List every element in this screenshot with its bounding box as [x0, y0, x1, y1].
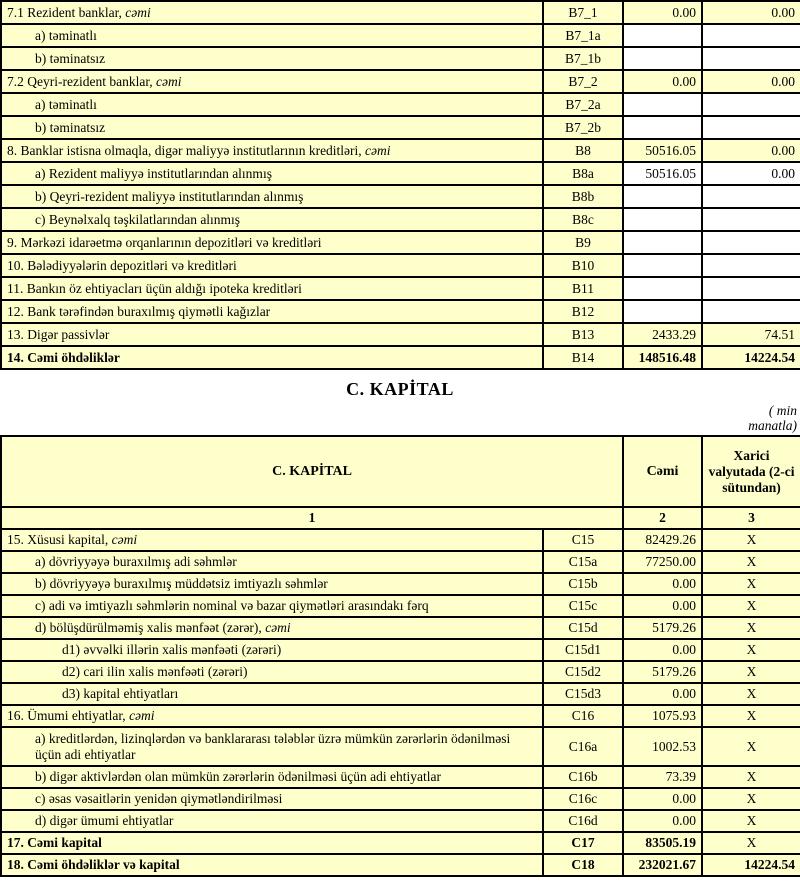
value-total: 232021.67: [623, 854, 702, 876]
row-code: C15: [543, 529, 623, 551]
header-cemi: Cəmi: [623, 436, 702, 507]
value-total: 83505.19: [623, 832, 702, 854]
column-number-3: 3: [702, 507, 800, 529]
value-foreign-currency: [702, 185, 800, 208]
row-label: [1, 661, 543, 683]
value-foreign-currency: 14224.54: [702, 346, 800, 369]
value-total: 0.00: [623, 788, 702, 810]
row-code: C15a: [543, 551, 623, 573]
table-row: [1, 139, 800, 162]
table-row: [1, 185, 800, 208]
row-code: B8c: [543, 208, 623, 231]
row-label-text: c) adi və imtiyazlı səhmlərin nominal və bazar qiymətləri arasındakı fərq: [35, 598, 429, 613]
value-total: [623, 277, 702, 300]
row-label-text: b) digər aktivlərdən olan mümkün zərərlərin ödənilməsi üçün adi ehtiyatlar: [35, 769, 441, 784]
value-total: 0.00: [623, 810, 702, 832]
column-number-1: 1: [1, 507, 623, 529]
row-code: C16: [543, 705, 623, 727]
row-code: B7_1a: [543, 24, 623, 47]
row-label-text: a) kreditlərdən, lizinqlərdən və banklararası tələblər üzrə mümkün zərərlərin ödənilməsi üçün adi ehtiyatlar: [35, 730, 511, 762]
row-code: C15b: [543, 573, 623, 595]
row-code: B10: [543, 254, 623, 277]
value-foreign-currency: [702, 116, 800, 139]
value-foreign-currency: X: [702, 617, 800, 639]
currency-unit-note: [0, 403, 800, 433]
row-label: [1, 208, 543, 231]
row-code: C18: [543, 854, 623, 876]
row-label-text: 16. Ümumi ehtiyatlar,: [7, 708, 130, 723]
value-total: [623, 300, 702, 323]
table-row: [1, 93, 800, 116]
value-foreign-currency: 74.51: [702, 323, 800, 346]
value-foreign-currency: X: [702, 727, 800, 766]
table-row: [1, 832, 800, 854]
value-foreign-currency: 0.00: [702, 1, 800, 24]
row-label-text: b) təminatsız: [35, 50, 106, 66]
table-row: [1, 24, 800, 47]
row-label-italic-suffix: cəmi: [111, 532, 138, 547]
row-label: [1, 24, 543, 47]
row-code: B7_1b: [543, 47, 623, 70]
value-foreign-currency: 0.00: [702, 162, 800, 185]
value-foreign-currency: X: [702, 766, 800, 788]
table-row: [1, 116, 800, 139]
row-label: [1, 810, 543, 832]
row-label-text: d) digər ümumi ehtiyatlar: [35, 813, 174, 828]
table-row: [1, 661, 800, 683]
table-row: [1, 573, 800, 595]
value-foreign-currency: [702, 231, 800, 254]
table-row: [1, 551, 800, 573]
row-code: B9: [543, 231, 623, 254]
value-foreign-currency: [702, 254, 800, 277]
value-total: 0.00: [623, 70, 702, 93]
row-label: [1, 139, 543, 162]
table-row: [1, 595, 800, 617]
value-foreign-currency: X: [702, 529, 800, 551]
row-label: [1, 346, 543, 369]
value-total: 1075.93: [623, 705, 702, 727]
value-foreign-currency: [702, 93, 800, 116]
row-code: B14: [543, 346, 623, 369]
row-label-text: a) təminatlı: [35, 27, 97, 43]
column-number-row: [1, 507, 800, 529]
row-code: B8a: [543, 162, 623, 185]
value-foreign-currency: X: [702, 595, 800, 617]
value-total: [623, 116, 702, 139]
table-row: [1, 617, 800, 639]
table-row: [1, 208, 800, 231]
row-label: [1, 116, 543, 139]
row-label: [1, 162, 543, 185]
value-total: 5179.26: [623, 661, 702, 683]
row-code: C16d: [543, 810, 623, 832]
row-label-text: 13. Digər passivlər: [7, 326, 110, 342]
row-label: [1, 832, 543, 854]
row-label-text: d1) əvvəlki illərin xalis mənfəəti (zərəri): [62, 642, 282, 657]
row-label-text: 17. Cəmi kapital: [7, 835, 102, 850]
row-label-text: b) dövriyyəyə buraxılmış müddətsiz imtiyazlı səhmlər: [35, 576, 328, 591]
capital-table: [0, 435, 800, 877]
value-total: 0.00: [623, 595, 702, 617]
value-total: 0.00: [623, 1, 702, 24]
row-label-text: 9. Mərkəzi idarəetmə orqanlarının depozitləri və kreditləri: [7, 234, 322, 250]
table-row: [1, 1, 800, 24]
row-label: [1, 323, 543, 346]
value-total: 0.00: [623, 639, 702, 661]
row-code: B7_1: [543, 1, 623, 24]
value-total: 50516.05: [623, 139, 702, 162]
row-label: [1, 277, 543, 300]
table-row: [1, 277, 800, 300]
row-code: C16b: [543, 766, 623, 788]
row-label: [1, 185, 543, 208]
row-label: [1, 617, 543, 639]
table-row: [1, 810, 800, 832]
row-code: C15d: [543, 617, 623, 639]
value-foreign-currency: X: [702, 551, 800, 573]
table-row: [1, 346, 800, 369]
table-row: [1, 323, 800, 346]
row-code: B7_2a: [543, 93, 623, 116]
table-row: [1, 705, 800, 727]
capital-header-row: [1, 436, 800, 507]
value-total: [623, 185, 702, 208]
row-label-italic-suffix: cəmi: [125, 4, 151, 20]
row-label: [1, 1, 543, 24]
value-total: 82429.26: [623, 529, 702, 551]
row-label: [1, 254, 543, 277]
row-label-text: d) bölüşdürülməmiş xalis mənfəət (zərər),: [35, 620, 266, 635]
row-label-text: b) Qeyri-rezident maliyyə institutlarından alınmış: [35, 188, 304, 204]
value-foreign-currency: [702, 277, 800, 300]
row-label: [1, 47, 543, 70]
row-label: [1, 70, 543, 93]
value-total: [623, 254, 702, 277]
row-label: [1, 573, 543, 595]
row-label-text: 7.1 Rezident banklar,: [7, 4, 126, 20]
value-total: 0.00: [623, 573, 702, 595]
currency-unit-note-line2: manatla): [748, 418, 797, 433]
row-label-text: 7.2 Qeyri-rezident banklar,: [7, 73, 157, 89]
header-foreign-currency: Xarici valyutada (2-ci sütundan): [702, 436, 800, 507]
value-total: [623, 231, 702, 254]
value-total: 148516.48: [623, 346, 702, 369]
value-foreign-currency: [702, 47, 800, 70]
value-foreign-currency: 14224.54: [702, 854, 800, 876]
header-capital: C. KAPİTAL: [1, 436, 623, 507]
value-total: 77250.00: [623, 551, 702, 573]
row-code: C16a: [543, 727, 623, 766]
value-total: 73.39: [623, 766, 702, 788]
row-label: [1, 705, 543, 727]
row-label-text: 15. Xüsusi kapital,: [7, 532, 112, 547]
row-label-text: 14. Cəmi öhdəliklər: [7, 349, 120, 365]
table-row: [1, 162, 800, 185]
table-row: [1, 231, 800, 254]
row-label: [1, 551, 543, 573]
value-total: 50516.05: [623, 162, 702, 185]
value-foreign-currency: [702, 300, 800, 323]
row-code: B7_2b: [543, 116, 623, 139]
value-total: [623, 47, 702, 70]
row-label: [1, 854, 543, 876]
row-label-text: d3) kapital ehtiyatları: [62, 686, 179, 701]
row-code: B8: [543, 139, 623, 162]
currency-unit-note-line1: ( min: [768, 403, 797, 418]
row-label: [1, 595, 543, 617]
row-code: B7_2: [543, 70, 623, 93]
value-foreign-currency: X: [702, 788, 800, 810]
row-label-text: a) dövriyyəyə buraxılmış adi səhmlər: [35, 554, 237, 569]
value-total: 0.00: [623, 683, 702, 705]
row-label: [1, 766, 543, 788]
row-code: C15d1: [543, 639, 623, 661]
value-foreign-currency: [702, 24, 800, 47]
row-label: [1, 231, 543, 254]
row-label: [1, 683, 543, 705]
row-label: [1, 529, 543, 551]
table-row: [1, 854, 800, 876]
row-label: [1, 727, 543, 766]
row-label-text: 8. Banklar istisna olmaqla, digər maliyyə institutlarının kreditləri,: [7, 142, 366, 158]
row-label: [1, 300, 543, 323]
value-foreign-currency: X: [702, 573, 800, 595]
row-label-text: c) Beynəlxalq təşkilatlarından alınmış: [35, 211, 241, 227]
table-row: [1, 727, 800, 766]
row-code: C15d3: [543, 683, 623, 705]
table-row: [1, 788, 800, 810]
value-foreign-currency: 0.00: [702, 139, 800, 162]
row-label-text: a) Rezident maliyyə institutlarından alınmış: [35, 165, 272, 181]
row-label-text: 12. Bank tərəfindən buraxılmış qiymətli kağızlar: [7, 303, 271, 319]
row-label-text: d2) cari ilin xalis mənfəəti (zərəri): [62, 664, 248, 679]
row-label-italic-suffix: cəmi: [129, 708, 155, 723]
row-label: [1, 93, 543, 116]
value-total: [623, 24, 702, 47]
row-code: B13: [543, 323, 623, 346]
table-row: [1, 529, 800, 551]
row-label-text: 18. Cəmi öhdəliklər və kapital: [7, 857, 180, 872]
capital-section-title: C. KAPİTAL: [346, 379, 454, 399]
liabilities-table: [0, 0, 800, 370]
row-code: B11: [543, 277, 623, 300]
row-label-text: 10. Bələdiyyələrin depozitləri və kreditləri: [7, 257, 237, 273]
row-label-text: b) təminatsız: [35, 119, 106, 135]
value-total: 1002.53: [623, 727, 702, 766]
row-label-text: 11. Bankın öz ehtiyacları üçün aldığı ipoteka kreditləri: [7, 280, 302, 296]
row-code: C15d2: [543, 661, 623, 683]
value-foreign-currency: X: [702, 639, 800, 661]
table-row: [1, 70, 800, 93]
value-foreign-currency: 0.00: [702, 70, 800, 93]
table-row: [1, 300, 800, 323]
table-row: [1, 683, 800, 705]
table-row: [1, 639, 800, 661]
row-code: B8b: [543, 185, 623, 208]
row-label-italic-suffix: cəmi: [265, 620, 291, 635]
row-code: C15c: [543, 595, 623, 617]
row-code: B12: [543, 300, 623, 323]
row-label-italic-suffix: cəmi: [365, 142, 391, 158]
value-foreign-currency: X: [702, 810, 800, 832]
value-total: [623, 93, 702, 116]
value-foreign-currency: X: [702, 661, 800, 683]
table-row: [1, 47, 800, 70]
value-foreign-currency: X: [702, 683, 800, 705]
column-number-2: 2: [623, 507, 702, 529]
row-code: C16c: [543, 788, 623, 810]
row-code: C17: [543, 832, 623, 854]
value-total: 2433.29: [623, 323, 702, 346]
row-label-text: a) təminatlı: [35, 96, 97, 112]
value-foreign-currency: [702, 208, 800, 231]
value-foreign-currency: X: [702, 832, 800, 854]
row-label-italic-suffix: cəmi: [156, 73, 182, 89]
row-label: [1, 639, 543, 661]
value-foreign-currency: X: [702, 705, 800, 727]
table-row: [1, 766, 800, 788]
row-label: [1, 788, 543, 810]
table-row: [1, 254, 800, 277]
value-total: 5179.26: [623, 617, 702, 639]
row-label-text: c) əsas vəsaitlərin yenidən qiymətləndirilməsi: [35, 791, 283, 806]
value-total: [623, 208, 702, 231]
